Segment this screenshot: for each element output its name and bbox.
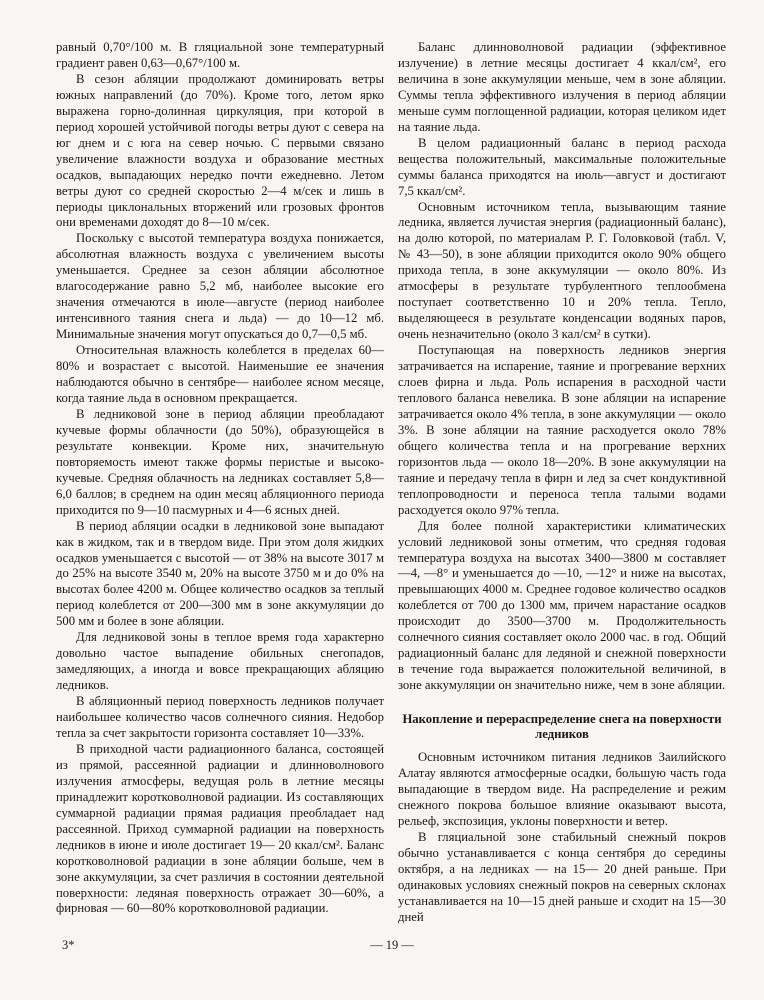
paragraph: Поступающая на поверхность ледников энергия затрачивается на испарение, таяние и прогревание верхних слоев фирна и льда. Роль испарения в расходной части теплового баланса невелика. В зоне абляции на испарение затрачивается около 4% тепла, в зоне аккумуляции — около 3%. В зоне абляции на таяние расходуется около 78% общего количества тепла и на прогревание верхних горизонтов льда — около 18—20%. В зоне аккумуляции на таяние и передачу тепла в фирн и лед за счет кондуктивной теплопроводности и переноса тепла талыми водами расходуется около 97% тепла. (398, 343, 726, 517)
paragraph: Для более полной характеристики климатических условий ледниковой зоны отметим, что средняя годовая температура воздуха на высотах 3400—3800 м составляет —4, —8° и уменьшается до —10, —12° и ниже на высотах, превышающих 4000 м. Среднее годовое количество осадков колеблется от 700 до 1300 мм, причем нарастание осадков происходит до 3500—3700 м. Продолжительность солнечного сияния составляет около 2000 час. в год. Общий радиационный баланс для ледяной и снежной поверхности в течение года выражается положительной величиной, в зоне аккумуляции он значительно ниже, чем в зоне абляции. (398, 518, 726, 693)
paragraph: В период абляции осадки в ледниковой зоне выпадают как в жидком, так и в твердом виде. При этом доля жидких осадков уменьшается с высотой — от 38% на высоте 3017 м до 25% на высоте 3540 м, 20% на высоте 3750 м и до 0% на высотах более 4200 м. Общее количество осадков за теплый период колеблется от 200—300 мм в зоне аккумуляции до 500 мм и более в зоне абляции. (56, 518, 384, 629)
section-heading: Накопление и перераспределение снега на поверхности ледников (402, 712, 722, 742)
paragraph: В приходной части радиационного баланса, состоящей из прямой, рассеянной радиации и длинноволнового излучения атмосферы, ведущая роль в летние месяцы принадлежит коротковолновой радиации. Из составляющих суммарной радиации прямая радиация преобладает над рассеянной. Приход суммарной радиации на поверхность ледников в июне и июле достигает 19— 20 ккал/см². Баланс коротковолновой радиации в зоне абляции больше, чем в зоне аккумуляции, за счет различия в состоянии деятельной поверхности: ледяная поверхность отражает 30—60%, а фирновая — 60—80% коротковолновой радиации. (56, 741, 384, 916)
printer-signature: 3* (62, 938, 75, 952)
paragraph: В абляционный период поверхность ледников получает наибольшее количество часов солнечного сияния. Недобор тепла за счет закрытости горизонта составляет 10—33%. (56, 694, 384, 740)
paragraph: В ледниковой зоне в период абляции преобладают кучевые формы облачности (до 50%), образующейся в результате конвекции. Кроме них, значительную повторяемость имеют также формы перистые и высоко-кучевые. Средняя облачность на ледниках составляет 5,8—6,0 баллов; в среднем на один месяц абляционного периода приходится по 9—10 пасмурных и 4—6 ясных дней. (56, 406, 384, 517)
paragraph: Основным источником тепла, вызывающим таяние ледника, является лучистая энергия (радиационный баланс), на долю которой, по материалам Р. Г. Головковой (табл. V, № 43—50), в зоне абляции приходится около 90% общего прихода тепла, в зоне аккумуляции — около 80%. Из атмосферы в результате турбулентного теплообмена поступает соответственно 10 и 20% тепла. Тепло, выделяющееся в результате конденсации водяных паров, очень незначительно (около 3 кал/см² в сутки). (398, 199, 726, 342)
left-column (56, 40, 384, 917)
paragraph: Для ледниковой зоны в теплое время года характерно довольно частое выпадение обильных снегопадов, замедляющих, а иногда и вовсе прекращающих абляцию ледников. (56, 630, 384, 693)
paragraph: В целом радиационный баланс в период расхода вещества положительный, максимальные положительные суммы баланса приходятся на июль—август и достигают 7,5 ккал/см². (398, 135, 726, 198)
paragraph: равный 0,70°/100 м. В гляциальной зоне температурный градиент равен 0,63—0,67°/100 м. (56, 40, 384, 70)
paragraph: Поскольку с высотой температура воздуха понижается, абсолютная влажность воздуха с увеличением высоты уменьшается. Среднее за сезон абляции абсолютное влагосодержание равно 5,2 мб, наиболее высокие его значения отмечаются в июле—августе (период наиболее интенсивного таяния снега и льда) — до 10—12 мб. Минимальные значения могут опускаться до 0,7—0,5 мб. (56, 231, 384, 342)
right-column (398, 40, 726, 926)
page-number: — 19 — (370, 938, 414, 952)
paragraph: Баланс длинноволновой радиации (эффективное излучение) в летние месяцы достигает 4 ккал/см², его величина в зоне аккумуляции меньше, чем в зоне абляции. Суммы тепла эффективного излучения в период абляции меньше сумм поглощенной радиации, которая целиком идет на таяние льда. (398, 40, 726, 134)
paragraph: В сезон абляции продолжают доминировать ветры южных направлений (до 70%). Кроме того, летом ярко выражена горно-долинная циркуляция, при которой в период хорошей устойчивой погоды ветры дуют с севера на юг днем и с юга на север ночью. С первыми связано увеличение влажности воздуха и образование местных осадков, выпадающих нередко почти ежедневно. Летом ветры дуют со средней скоростью 2—4 м/сек и лишь в периоды циклональных вторжений или грозовых фронтов они временами доходят до 8—10 м/сек. (56, 71, 384, 230)
paragraph: Основным источником питания ледников Заилийского Алатау являются атмосферные осадки, большую часть года выпадающие в твердом виде. На распределение и режим снежного покрова большое влияние оказывают высота, рельеф, экспозиция, уклоны поверхности и ветер. (398, 750, 726, 828)
paragraph: В гляциальной зоне стабильный снежный покров обычно устанавливается с конца сентября до середины октября, а на ледниках — на 15— 20 дней раньше. При одинаковых условиях снежный покров на северных склонах устанавливается на 10—15 дней раньше и сходит на 15—30 дней (398, 829, 726, 924)
paragraph: Относительная влажность колеблется в пределах 60—80% и возрастает с высотой. Наименьшие ее значения наблюдаются обычно в сентябре— наиболее ясном месяце, когда таяние льда в основном прекращается. (56, 343, 384, 405)
